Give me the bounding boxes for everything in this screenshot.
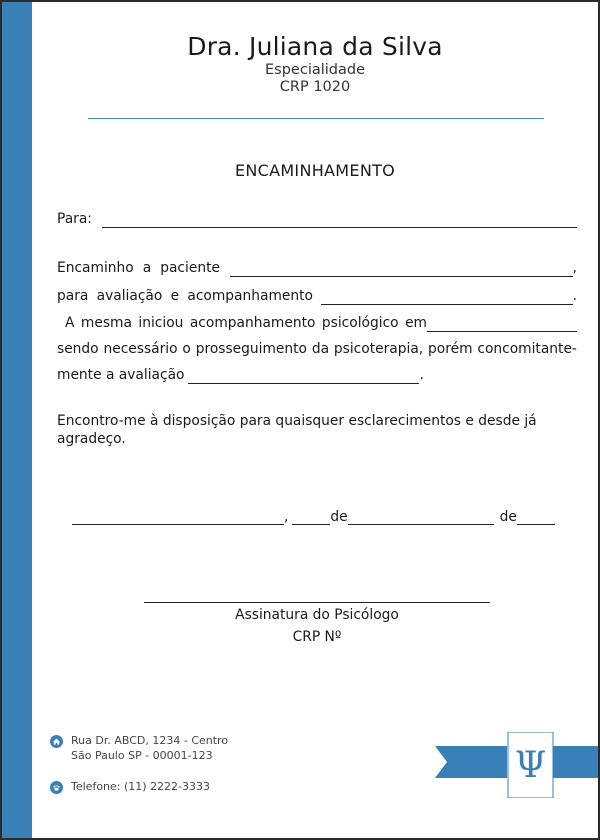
patient-name-blank[interactable]	[230, 262, 573, 277]
ribbon-left	[435, 746, 507, 778]
signature-crp: CRP Nº	[292, 629, 342, 645]
year-blank[interactable]	[517, 510, 555, 525]
word: A	[65, 315, 75, 331]
phone-number: Telefone: (11) 2222-3333	[71, 780, 211, 793]
doctor-name: Dra. Juliana da Silva	[187, 32, 443, 61]
word: paciente	[160, 260, 220, 276]
start-date-blank[interactable]	[427, 317, 577, 332]
patient-row-text	[57, 259, 220, 277]
concurrent-evaluation-blank[interactable]	[188, 369, 419, 384]
punctuation: .	[419, 367, 424, 383]
address-block	[50, 733, 250, 763]
word: psicológico	[321, 315, 399, 331]
de-label: de	[499, 509, 517, 525]
header-divider	[88, 118, 544, 119]
word: acompanhamento	[187, 288, 313, 304]
continuation-row	[57, 340, 577, 358]
de-label: de	[330, 509, 348, 525]
psi-logo-icon: Ψ	[514, 745, 547, 786]
document-title: ENCAMINHAMENTO	[234, 161, 396, 180]
address-line-2: São Paulo SP - 00001-123	[71, 749, 213, 762]
month-blank[interactable]	[348, 510, 494, 525]
start-date-row	[57, 314, 577, 332]
punctuation: ,	[284, 509, 289, 525]
evaluation-type-blank[interactable]	[321, 290, 573, 305]
word: iniciou	[138, 315, 184, 331]
start-date-row-text	[57, 314, 427, 332]
word: prosseguimento	[195, 341, 307, 357]
address-line-1: Rua Dr. ABCD, 1234 - Centro	[71, 734, 229, 747]
word: acompanhamento	[189, 315, 316, 331]
letterhead	[32, 32, 598, 96]
word: e	[170, 288, 180, 304]
specialty: Especialidade	[265, 62, 365, 78]
concurrent-evaluation-row	[57, 366, 577, 384]
recipient-blank[interactable]	[102, 213, 577, 228]
recipient-row	[57, 210, 577, 228]
left-accent-bar	[2, 2, 32, 838]
concurrent-evaluation-text: mente a avaliação	[57, 367, 185, 383]
word: necessário	[103, 341, 178, 357]
phone-block	[50, 779, 250, 794]
patient-row	[57, 259, 577, 277]
punctuation: .	[572, 288, 577, 304]
city-blank[interactable]	[72, 510, 284, 525]
word: para	[57, 288, 89, 304]
logo-ribbon	[435, 732, 598, 798]
ribbon-right	[553, 746, 598, 778]
evaluation-row-text	[57, 287, 313, 305]
word: sendo	[57, 341, 99, 357]
word: concomitante-	[477, 341, 577, 357]
recipient-label: Para:	[57, 211, 92, 227]
word: Encaminho	[57, 260, 134, 276]
punctuation: ,	[572, 260, 577, 276]
evaluation-row	[57, 287, 577, 305]
word: da	[311, 341, 330, 357]
word: a	[142, 260, 152, 276]
date-line	[72, 509, 555, 525]
word: psicoterapia,	[333, 341, 424, 357]
signature-label: Assinatura do Psicólogo	[235, 607, 399, 623]
word: mesma	[80, 315, 132, 331]
closing-paragraph: Encontro-me à disposição para quaisquer esclarecimentos e desde já agradeço.	[57, 413, 537, 447]
home-icon	[50, 735, 63, 748]
word: em	[405, 315, 427, 331]
word: avaliação	[96, 288, 163, 304]
phone-icon	[50, 781, 63, 794]
signature-line[interactable]	[144, 602, 490, 603]
word: o	[182, 341, 191, 357]
day-blank[interactable]	[292, 510, 330, 525]
crp-number: CRP 1020	[279, 79, 351, 95]
word: porém	[428, 341, 473, 357]
